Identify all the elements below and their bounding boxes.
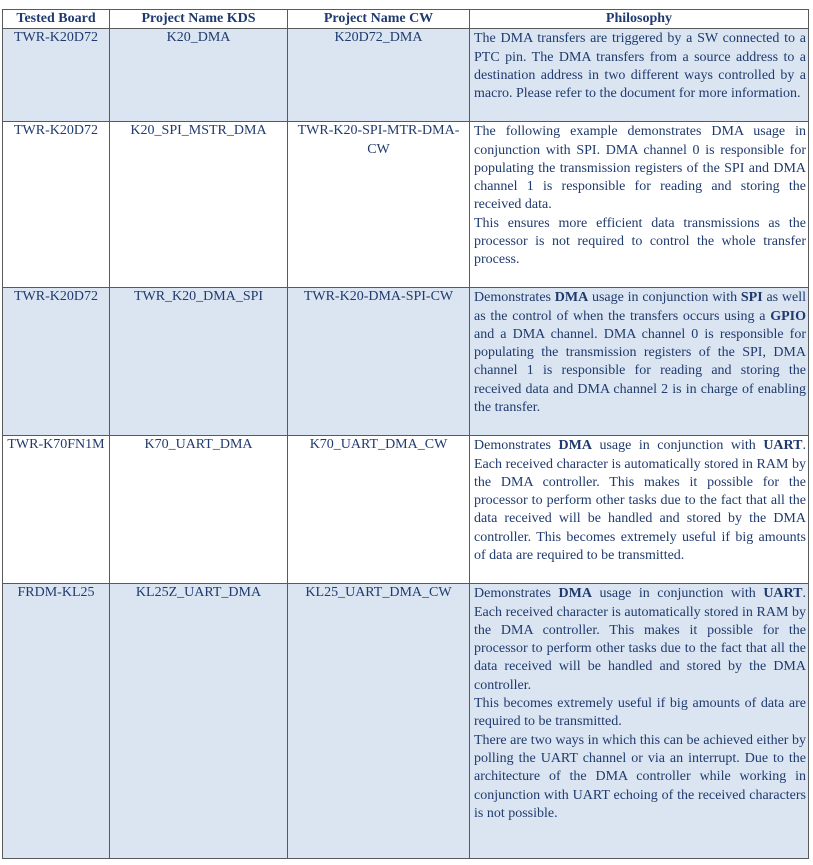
philosophy-text: This ensures more efficient data transmissions as the processor is not required to control the whole transfer process.: [474, 215, 806, 268]
table-row: [3, 436, 809, 584]
philosophy-keyword: DMA: [554, 290, 589, 306]
cell-project-cw: K70_UART_DMA_CW: [288, 436, 470, 584]
cell-board: TWR-K20D72: [3, 122, 110, 288]
table-row: [3, 122, 809, 288]
philosophy-keyword: SPI: [740, 290, 763, 306]
philosophy-text: Demonstrates: [474, 438, 559, 454]
cell-philosophy: [470, 288, 809, 436]
philosophy-paragraph: [474, 585, 806, 695]
cell-project-cw: KL25_UART_DMA_CW: [288, 584, 470, 859]
cell-project-kds: TWR_K20_DMA_SPI: [110, 288, 288, 436]
philosophy-text: as well as the control of when the transfers occurs using a: [474, 290, 806, 324]
philosophy-text: There are two ways in which this can be achieved either by polling the UART channel or via an interrupt. Due to the architecture of the DMA controller while working in conjunction with UART echoing of the received characters is not possible.: [474, 732, 806, 821]
cell-project-cw: K20D72_DMA: [288, 29, 470, 122]
philosophy-text: usage in conjunction with: [591, 586, 764, 602]
philosophy-text: Demonstrates: [474, 290, 555, 306]
philosophy-text: This becomes extremely useful if big amounts of data are required to be transmitted.: [474, 696, 806, 730]
table-row: [3, 288, 809, 436]
philosophy-text: The following example demonstrates DMA usage in conjunction with SPI. DMA channel 0 is responsible for populating the transmission registers of the SPI and DMA channel 1 is responsible for reading and storing the received data.: [474, 124, 806, 213]
header-philosophy: Philosophy: [470, 10, 809, 29]
header-row: [3, 10, 809, 29]
cell-project-kds: K20_DMA: [110, 29, 288, 122]
cell-board: TWR-K20D72: [3, 29, 110, 122]
cell-philosophy: [470, 584, 809, 859]
philosophy-keyword: UART: [763, 438, 803, 454]
philosophy-text: The DMA transfers are triggered by a SW connected to a PTC pin. The DMA transfers from a source address to a destination address in two different ways controlled by a macro. Please refer to the document for more information.: [474, 31, 806, 102]
table-row: [3, 584, 809, 859]
philosophy-text: . Each received character is automatically stored in RAM by the DMA controller. This makes it possible for the processor to perform other tasks due to the fact that all the data received will be handled and stored by the DMA controller.: [474, 586, 806, 693]
header-project-name-cw: Project Name CW: [288, 10, 470, 29]
cell-philosophy: [470, 436, 809, 584]
philosophy-text: and a DMA channel. DMA channel 0 is responsible for populating the transmission registers of the SPI, DMA channel 1 is responsible for reading and storing the received data and DMA channel 2 is in charge of enabling the transfer.: [474, 326, 806, 416]
cell-project-cw: TWR-K20-SPI-MTR-DMA-CW: [288, 122, 470, 288]
philosophy-text: . Each received character is automatically stored in RAM by the DMA controller. This makes it possible for the processor to perform other tasks due to the fact that all the data received will be handled and stored by the DMA controller. This becomes extremely useful if big amounts of data are required to be transmitted.: [474, 438, 806, 564]
philosophy-text: usage in conjunction with: [588, 290, 741, 306]
header-tested-board: Tested Board: [3, 10, 110, 29]
philosophy-keyword: DMA: [558, 438, 592, 454]
table-row: [3, 29, 809, 122]
cell-project-cw: TWR-K20-DMA-SPI-CW: [288, 288, 470, 436]
cell-project-kds: KL25Z_UART_DMA: [110, 584, 288, 859]
cell-board: TWR-K70FN1M: [3, 436, 110, 584]
cell-board: TWR-K20D72: [3, 288, 110, 436]
philosophy-keyword: GPIO: [770, 308, 806, 324]
cell-philosophy: [470, 29, 809, 122]
dma-examples-table: [2, 9, 809, 859]
cell-philosophy: [470, 122, 809, 288]
philosophy-text: Demonstrates: [474, 586, 559, 602]
philosophy-keyword: UART: [763, 586, 803, 602]
header-project-name-kds: Project Name KDS: [110, 10, 288, 29]
philosophy-text: usage in conjunction with: [591, 438, 764, 454]
philosophy-keyword: DMA: [558, 586, 592, 602]
cell-project-kds: K20_SPI_MSTR_DMA: [110, 122, 288, 288]
cell-board: FRDM-KL25: [3, 584, 110, 859]
cell-project-kds: K70_UART_DMA: [110, 436, 288, 584]
